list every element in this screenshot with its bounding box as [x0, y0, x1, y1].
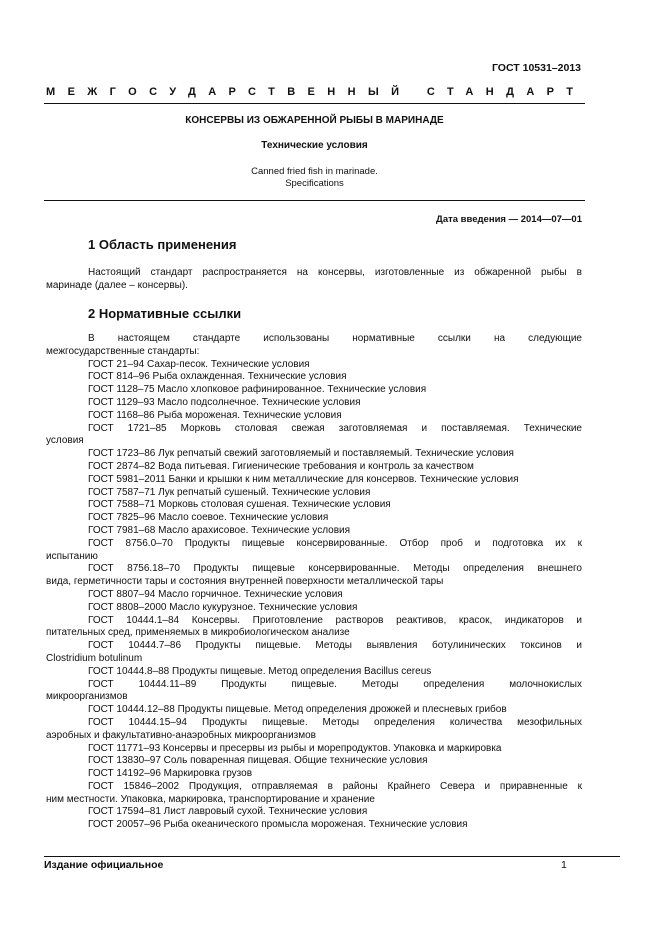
reference-line: микроорганизмов — [46, 691, 128, 703]
text-line: В настоящем стандарте использованы нормативные ссылки на следующие — [88, 333, 582, 344]
reference-line: ГОСТ 814–96 Рыба охлажденная. Технические условия — [88, 371, 347, 383]
english-title-line: Canned fried fish in marinade. — [251, 166, 378, 177]
reference-line: ГОСТ 1721–85 Морковь столовая свежая заготовляемая и поставляемая. Технические — [88, 422, 582, 434]
reference-line: аэробных и факультативно-анаэробных микроорганизмов — [46, 729, 316, 741]
reference-line: ГОСТ 8808–2000 Масло кукурузное. Технические условия — [88, 601, 358, 613]
english-title — [44, 166, 585, 190]
reference-line: ГОСТ 10444.11–89 Продукты пищевые. Методы определения молочнокислых — [88, 678, 582, 690]
reference-line: ГОСТ 1723–86 Лук репчатый свежий заготовляемый и поставляемый. Технические условия — [88, 448, 514, 460]
reference-line: ГОСТ 2874–82 Вода питьевая. Гигиенические требования и контроль за качеством — [88, 460, 474, 472]
standard-type: МЕЖГОСУДАРСТВЕННЫЙ СТАНДАРТ — [46, 86, 586, 98]
reference-line: испытанию — [46, 550, 98, 562]
official-edition-label: Издание официальное — [44, 859, 164, 871]
reference-line: ГОСТ 5981–2011 Банки и крышки к ним металлические для консервов. Технические условия — [88, 473, 519, 485]
reference-line: ГОСТ 7587–71 Лук репчатый сушеный. Технические условия — [88, 486, 371, 498]
reference-line: ГОСТ 10444.15–94 Продукты пищевые. Методы определения количества мезофильных — [88, 716, 582, 728]
text-line: маринаде (далее – консервы). — [46, 279, 188, 291]
section-1-body — [46, 267, 582, 293]
section-1-heading: 1 Область применения — [88, 237, 237, 252]
footer-divider — [44, 856, 620, 857]
title-divider — [44, 200, 585, 201]
reference-line: питательных сред, применяемых в микробиологическом анализе — [46, 627, 350, 639]
reference-line: ГОСТ 1128–75 Масло хлопковое рафинированное. Технические условия — [88, 384, 427, 396]
text-line: межгосударственные стандарты: — [46, 345, 200, 357]
document-subtitle: Технические условия — [261, 140, 368, 151]
intro-date: Дата введения — 2014—07—01 — [436, 214, 582, 225]
reference-line: ГОСТ 10444.1–84 Консервы. Приготовление растворов реактивов, красок, индикаторов и — [88, 614, 582, 626]
top-divider — [44, 103, 585, 104]
reference-line: ГОСТ 21–94 Сахар-песок. Технические условия — [88, 358, 310, 370]
reference-line: ГОСТ 7588–71 Морковь столовая сушеная. Технические условия — [88, 499, 391, 511]
reference-line: ГОСТ 7825–96 Масло соевое. Технические условия — [88, 512, 329, 524]
reference-line: ГОСТ 17594–81 Лист лавровый сухой. Технические условия — [88, 806, 368, 818]
reference-line: Clostridium botulinum — [46, 652, 143, 664]
reference-line: ГОСТ 10444.7–86 Продукты пищевые. Методы выявления ботулинических токсинов и — [88, 640, 582, 652]
document-title: КОНСЕРВЫ ИЗ ОБЖАРЕННОЙ РЫБЫ В МАРИНАДЕ — [185, 115, 444, 126]
reference-line: ГОСТ 11771–93 Консервы и пресервы из рыбы и морепродуктов. Упаковка и маркировка — [88, 742, 502, 754]
reference-line: ГОСТ 1129–93 Масло подсолнечное. Технические условия — [88, 396, 361, 408]
reference-line: ГОСТ 15846–2002 Продукция, отправляемая в районы Крайнего Севера и приравненные к — [88, 780, 582, 792]
reference-line: ГОСТ 1168–86 Рыба мороженая. Технические условия — [88, 409, 342, 421]
reference-line: вида, герметичности тары и состояния внутренней поверхности металлической тары — [46, 576, 444, 588]
reference-line: условия — [46, 435, 84, 447]
reference-line: ГОСТ 8756.18–70 Продукты пищевые консервированные. Методы определения внешнего — [88, 563, 582, 575]
section-2-heading: 2 Нормативные ссылки — [88, 306, 242, 321]
reference-line: ГОСТ 20057–96 Рыба океанического промысла мороженая. Технические условия — [88, 819, 468, 831]
reference-line: ГОСТ 8807–94 Масло горчичное. Технические условия — [88, 588, 343, 600]
gost-number: ГОСТ 10531–2013 — [491, 62, 581, 74]
reference-line: ГОСТ 7981–68 Масло арахисовое. Технические условия — [88, 524, 351, 536]
reference-line: ГОСТ 8756.0–70 Продукты пищевые консервированные. Отбор проб и подготовка их к — [88, 537, 582, 549]
reference-line: ГОСТ 14192–96 Маркировка грузов — [88, 768, 253, 780]
reference-line: ГОСТ 10444.8–88 Продукты пищевые. Метод определения Bacillus cereus — [88, 665, 432, 677]
english-title-line: Specifications — [285, 178, 344, 189]
reference-line: ним местности. Упаковка, маркировка, транспортирование и хранение — [46, 793, 375, 805]
page-number: 1 — [561, 859, 567, 871]
text-line: Настоящий стандарт распространяется на консервы, изготовленные из обжаренной рыбы в — [88, 267, 582, 278]
section-2-body — [46, 333, 582, 832]
reference-line: ГОСТ 10444.12–88 Продукты пищевые. Метод определения дрожжей и плесневых грибов — [88, 704, 507, 716]
reference-line: ГОСТ 13830–97 Соль поваренная пищевая. Общие технические условия — [88, 755, 428, 767]
